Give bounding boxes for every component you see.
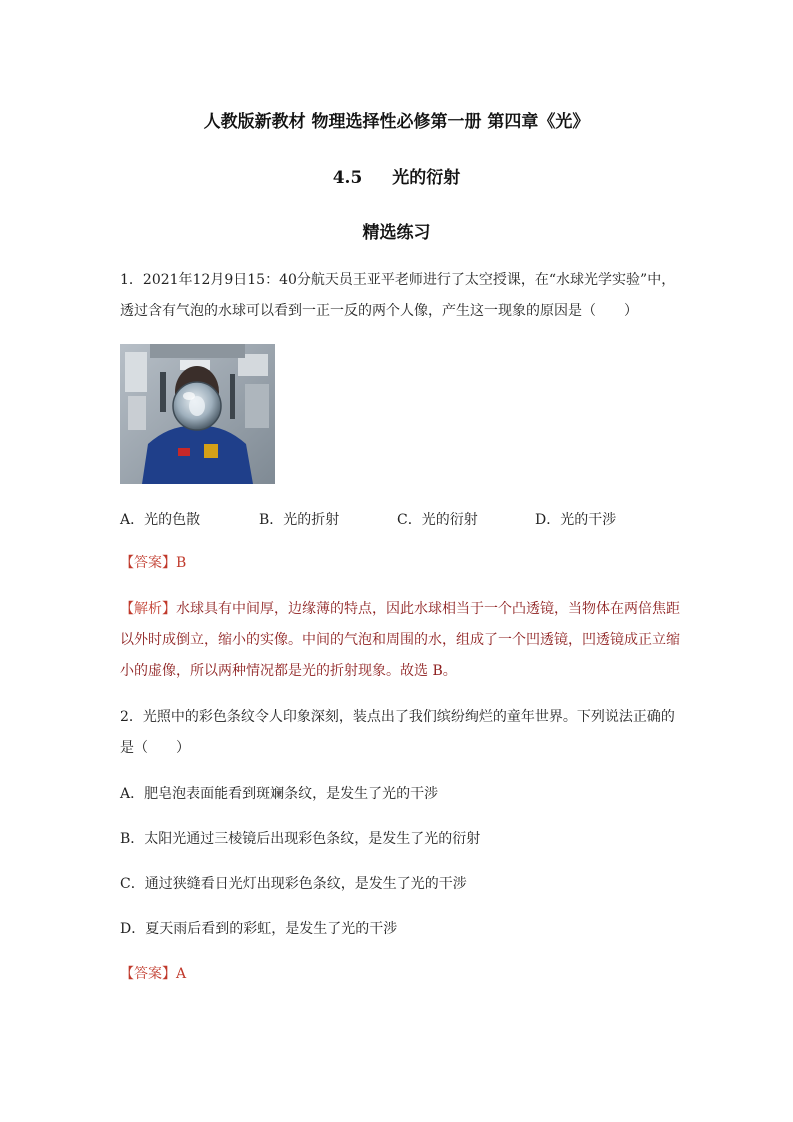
q2-option-b: B．太阳光通过三棱镜后出现彩色条纹，是发生了光的衍射 [120,831,481,847]
q1-analysis-line-1 [120,599,680,619]
q1-option-b: B．光的折射 [259,512,340,528]
q1-answer [120,553,680,573]
answer-value: A [176,966,187,982]
q1-option-d: D．光的干涉 [535,512,617,528]
q1-option-a: A．光的色散 [120,512,201,528]
answer-label: 【答案】 [120,966,176,982]
answer-value: B [176,555,187,571]
water-ball-image [120,344,275,484]
document-title: 人教版新教材 物理选择性必修第一册 第四章《光》 [203,112,590,132]
q1-analysis-line-3: 小的虚像，所以两种情况都是光的折射现象。故选 B。 [120,663,457,679]
analysis-label: 【解析】 [120,601,176,617]
space-station-photo [120,344,275,484]
q2-option-c: C．通过狭缝看日光灯出现彩色条纹，是发生了光的干涉 [120,876,467,892]
q2-stem-line-2: 是（ ） [120,740,190,756]
q1-option-c: C．光的衍射 [397,512,478,528]
section-number: 4.5 [332,168,363,188]
q2-option-d: D．夏天雨后看到的彩虹，是发生了光的干涉 [120,921,398,937]
analysis-text: 水球具有中间厚，边缘薄的特点，因此水球相当于一个凸透镜，当物体在两倍焦距 [176,601,680,617]
answer-label: 【答案】 [120,555,176,571]
q2-option-a: A．肥皂泡表面能看到斑斓条纹，是发生了光的干涉 [120,786,439,802]
document-subtitle: 精选练习 [362,223,431,243]
q2-stem-line-1: 2．光照中的彩色条纹令人印象深刻，装点出了我们缤纷绚烂的童年世界。下列说法正确的 [120,709,675,725]
q1-stem-line-1: 1．2021年12月9日15：40分航天员王亚平老师进行了太空授课，在“水球光学实验”中， [120,272,676,288]
q1-stem-line-2: 透过含有气泡的水球可以看到一正一反的两个人像，产生这一现象的原因是（ ） [120,303,638,319]
q1-options [120,509,680,529]
section-title: 光的衍射 [392,168,461,188]
q2-answer [120,964,680,984]
q1-analysis-line-2: 以外时成倒立，缩小的实像。中间的气泡和周围的水，组成了一个凹透镜，凹透镜成正立缩 [120,632,680,648]
section-heading [0,163,793,188]
